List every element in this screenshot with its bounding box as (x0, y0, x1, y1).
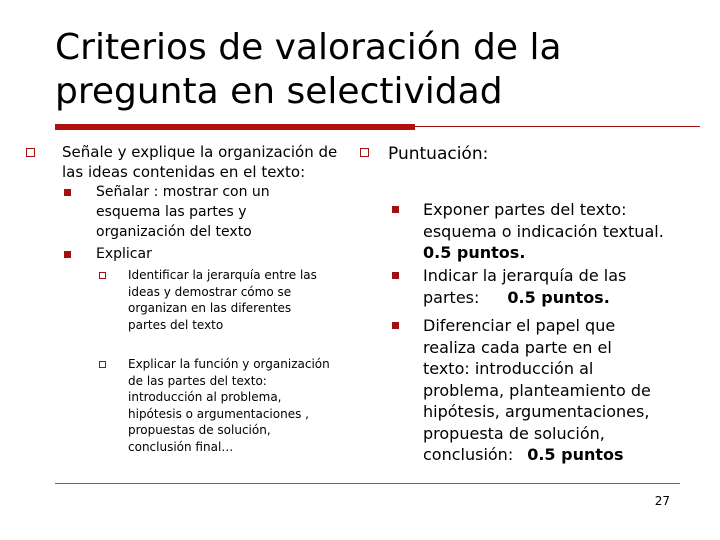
footer-rule (55, 483, 680, 484)
right-p3-line-1: Diferenciar el papel que (423, 316, 616, 335)
left-subsub-1-line-3: organizan en las diferentes (128, 301, 292, 315)
right-p2-line-1: Indicar la jerarquía de las (423, 266, 627, 285)
solid-square-bullet-icon (64, 251, 71, 258)
left-subsub-1-line-4: partes del texto (128, 317, 224, 332)
right-p2-line-2-text: partes: (423, 287, 480, 307)
left-sub-1-line-1: Señalar : mostrar con un (96, 184, 270, 200)
solid-square-bullet-icon (392, 272, 399, 279)
right-p1-score (423, 242, 525, 264)
left-subsub-2-line-2: de las partes del texto: (128, 373, 267, 388)
hollow-square-bullet-icon (99, 272, 106, 279)
solid-square-bullet-icon (392, 322, 399, 329)
left-sub-2-line-1: Explicar (96, 246, 152, 262)
left-subsub-2-line-3: introducción al problema, (128, 390, 282, 404)
left-sub-1-line-3: organización del texto (96, 224, 252, 240)
left-item-1-line-1: Señale y explique la organización de (62, 143, 338, 161)
left-subsub-2-line-1: Explicar la función y organización (128, 357, 330, 371)
slide-title (55, 26, 695, 114)
slide-title-line-1: Criterios de valoración de la (55, 27, 562, 68)
right-p3-line-7-text: conclusión: (423, 445, 514, 464)
page-number: 27 (654, 494, 670, 508)
right-p1-line-1: Exponer partes del texto: (423, 200, 627, 219)
solid-square-bullet-icon (392, 206, 399, 213)
right-p3-line-3: texto: introducción al (423, 359, 594, 378)
left-sub-1-line-2: esquema las partes y (96, 204, 247, 220)
left-subsub-2-line-5: propuestas de solución, (128, 423, 271, 437)
slide-title-line-2: pregunta en selectividad (55, 71, 503, 112)
solid-square-bullet-icon (64, 189, 71, 196)
hollow-square-bullet-icon (26, 148, 35, 157)
right-p1-score-value: 0.5 puntos. (423, 243, 526, 262)
right-p2-score-value: 0.5 puntos. (507, 287, 610, 307)
left-item-1-line-2: las ideas contenidas en el texto: (62, 163, 306, 181)
right-p3-line-6: propuesta de solución, (423, 423, 605, 443)
right-p2-line-2 (423, 287, 610, 309)
title-accent-bar (55, 124, 415, 130)
right-p3-score-value: 0.5 puntos (527, 445, 624, 464)
left-subsub-2-line-6: conclusión final… (128, 439, 234, 454)
right-p1-line-2: esquema o indicación textual. (423, 221, 664, 241)
right-p3-line-4: problema, planteamiento de (423, 380, 651, 400)
hollow-square-bullet-icon (360, 148, 369, 157)
hollow-square-bullet-icon (99, 361, 106, 368)
right-p3-line-2: realiza cada parte en el (423, 337, 612, 357)
right-heading: Puntuación: (388, 144, 489, 164)
left-subsub-2-line-4: hipótesis o argumentaciones , (128, 406, 309, 421)
title-rule (415, 126, 700, 127)
right-p3-line-7 (423, 444, 624, 466)
right-p3-line-5: hipótesis, argumentaciones, (423, 402, 650, 421)
left-subsub-1-line-2: ideas y demostrar cómo se (128, 284, 292, 299)
left-subsub-1-line-1: Identificar la jerarquía entre las (128, 268, 317, 282)
